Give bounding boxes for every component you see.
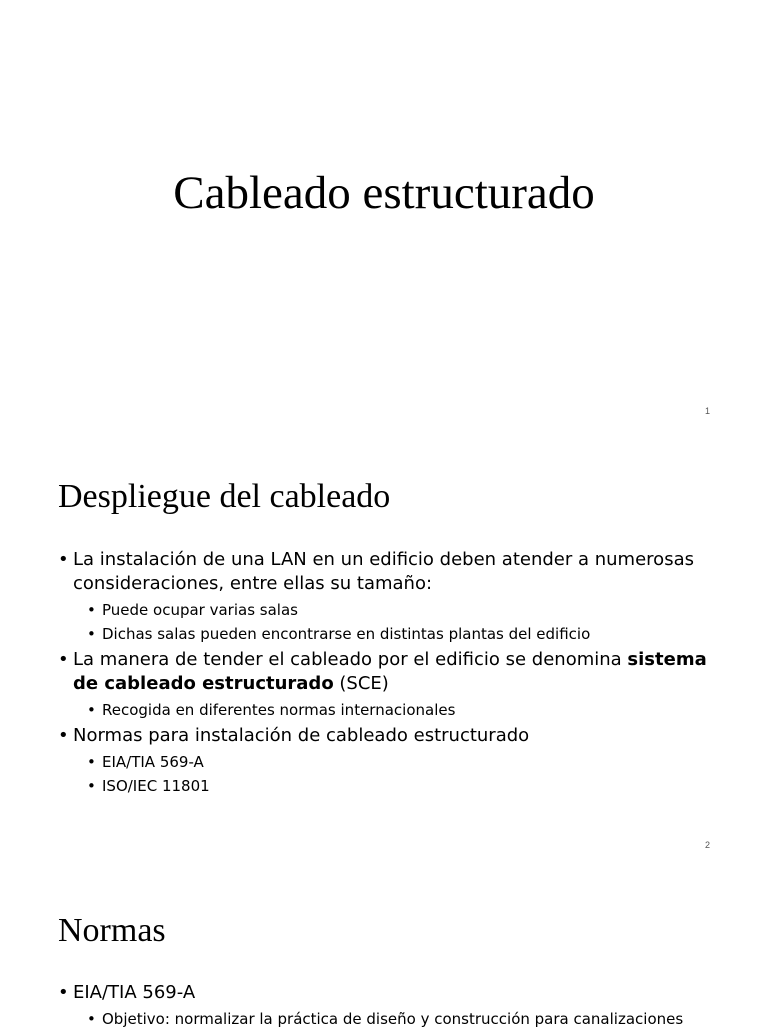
slide-1-page-number: 1 — [704, 406, 710, 416]
sub-bullet-item — [73, 774, 718, 798]
bullet-icon: • — [58, 982, 69, 1003]
sub-bullet-list — [73, 1007, 718, 1031]
sub-bullet-list — [73, 598, 718, 646]
bullet-item — [58, 724, 718, 798]
slide-2-page-number: 2 — [704, 840, 710, 850]
bullet-item — [58, 548, 718, 646]
bullet-icon: • — [87, 601, 96, 619]
slide-1 — [0, 0, 768, 434]
sub-bullet-item — [73, 622, 718, 646]
slide-3-bullet-list — [58, 981, 718, 1033]
bullet-item — [58, 648, 718, 722]
sub-bullet-text: Puede ocupar varias salas — [102, 601, 298, 619]
bullet-icon: • — [87, 753, 96, 771]
sub-bullet-item — [73, 750, 718, 774]
bullet-text: (SCE) — [333, 673, 389, 694]
bullet-text: La manera de tender el cableado por el edificio se denomina — [73, 649, 628, 670]
sub-bullet-item — [73, 698, 718, 722]
slide-2 — [0, 434, 768, 868]
bullet-icon: • — [58, 549, 69, 570]
slide-2-bullet-list — [58, 548, 718, 800]
bullet-text: La instalación de una LAN en un edificio deben atender a numerosas consideraciones, entre ellas su tamaño: — [73, 549, 694, 594]
bullet-icon: • — [87, 625, 96, 643]
slide-2-title: Despliegue del cableado — [58, 478, 391, 515]
sub-bullet-list — [73, 750, 718, 798]
sub-bullet-item — [73, 598, 718, 622]
bullet-icon: • — [87, 701, 96, 719]
bullet-icon: • — [58, 725, 69, 746]
slide-1-title: Cableado estructurado — [173, 167, 595, 219]
bullet-icon: • — [87, 777, 96, 795]
sub-bullet-list — [73, 698, 718, 722]
bullet-text: Normas para instalación de cableado estructurado — [73, 725, 530, 746]
bullet-text: EIA/TIA 569-A — [73, 982, 196, 1003]
sub-bullet-text: EIA/TIA 569-A — [102, 753, 204, 771]
slide-3-title: Normas — [58, 912, 166, 949]
sub-bullet-text: Dichas salas pueden encontrarse en distintas plantas del edificio — [102, 625, 591, 643]
sub-bullet-text: Recogida en diferentes normas internacionales — [102, 701, 456, 719]
sub-bullet-text: Objetivo: normalizar la práctica de diseño y construcción para canalizaciones — [102, 1010, 684, 1028]
bullet-icon: • — [87, 1010, 96, 1028]
slide-3 — [0, 868, 768, 1028]
bullet-icon: • — [58, 649, 69, 670]
sub-bullet-item — [73, 1007, 718, 1031]
bullet-text-bold: sistema de cableado estructurado — [73, 649, 707, 694]
sub-bullet-text: ISO/IEC 11801 — [102, 777, 210, 795]
